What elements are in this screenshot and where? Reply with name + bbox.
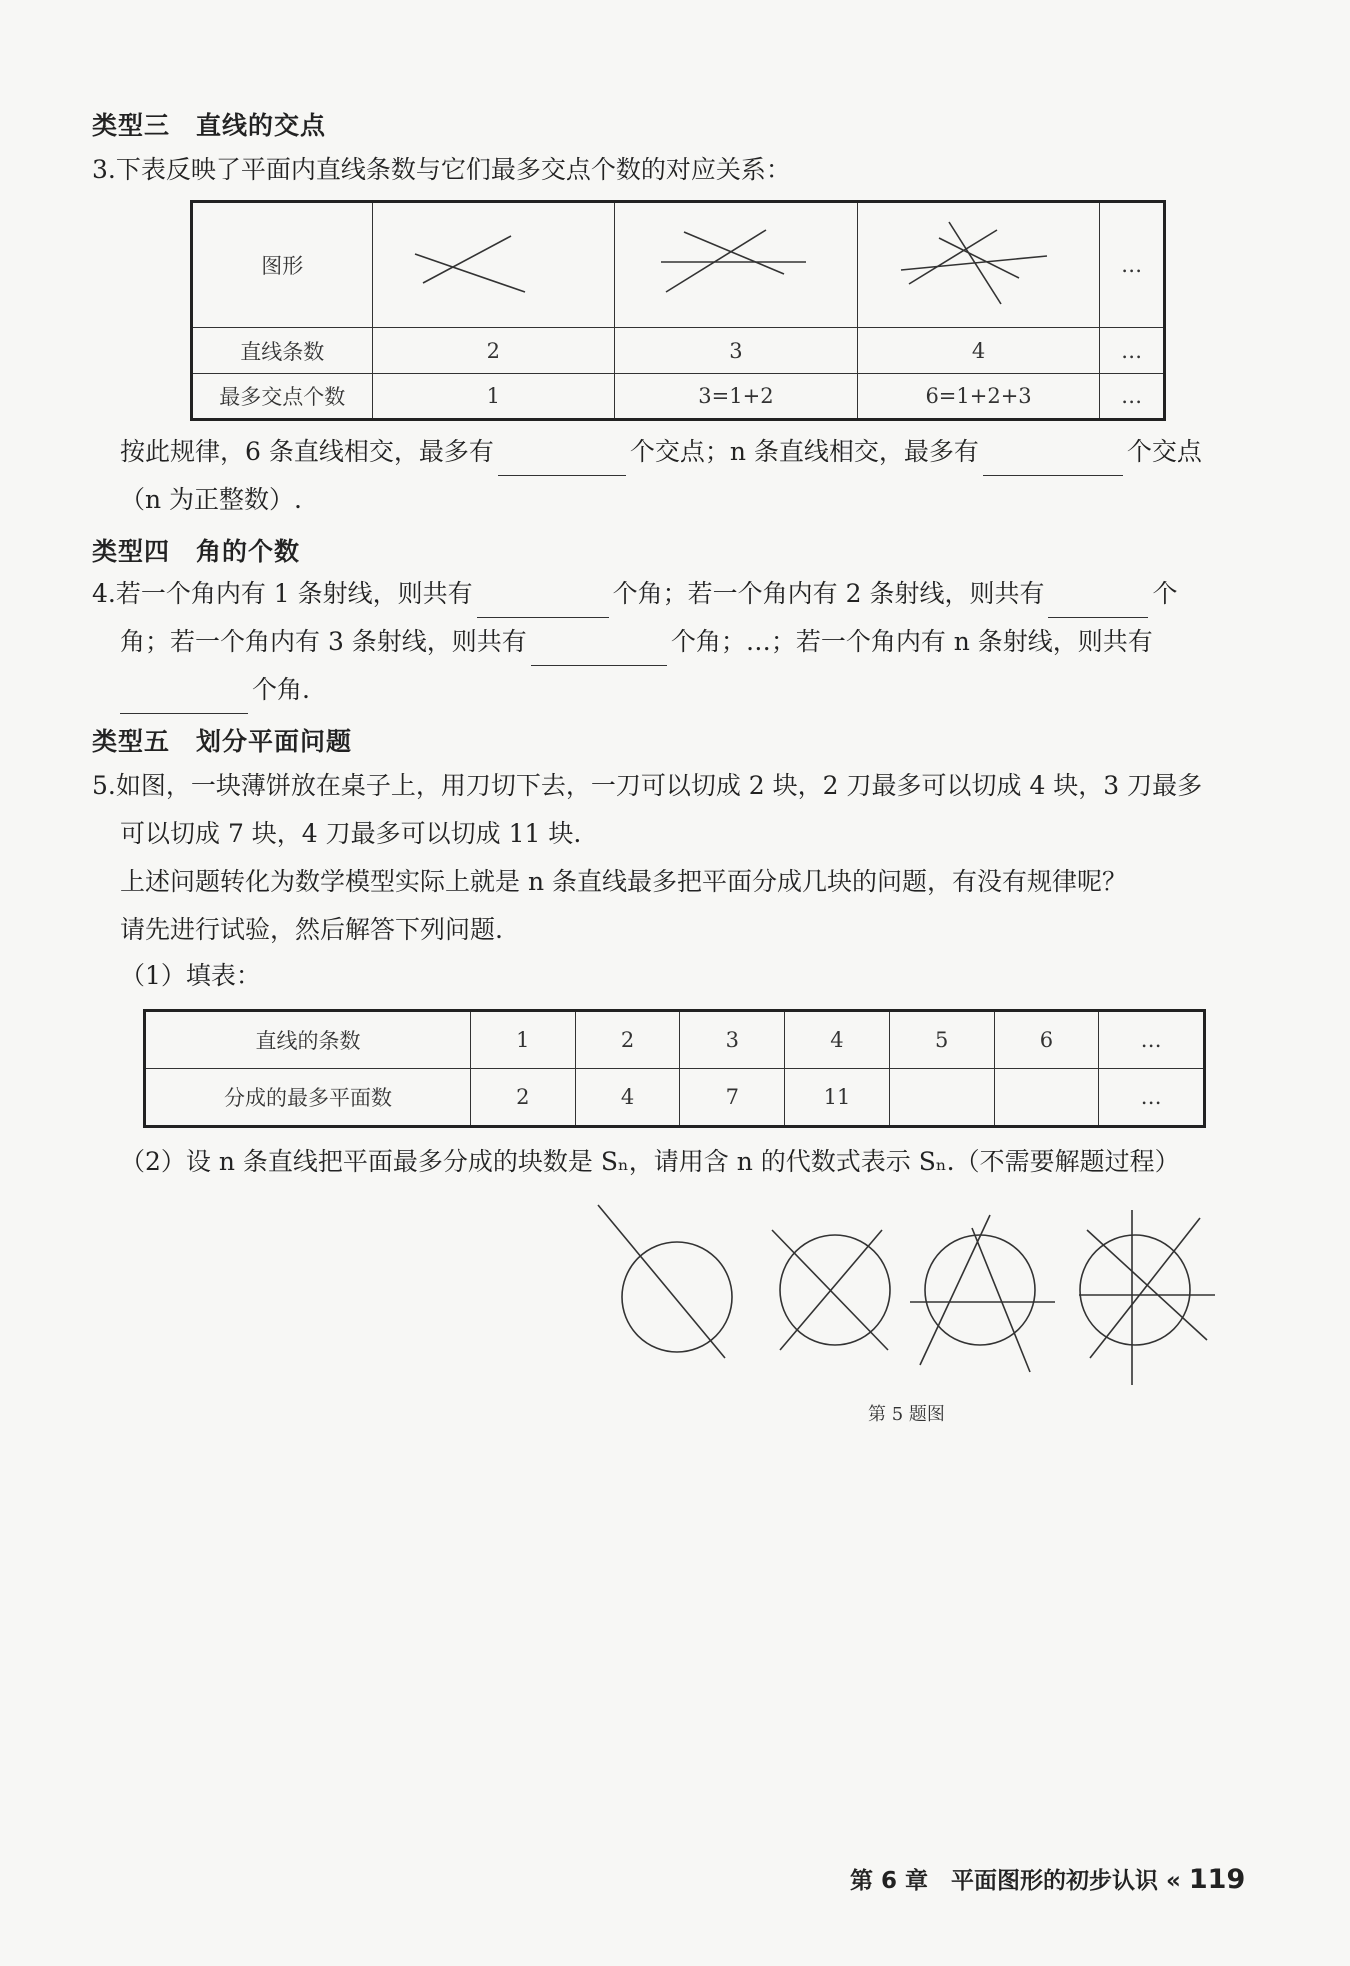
pancake-two-cuts xyxy=(772,1230,890,1350)
figure-3-lines xyxy=(615,202,858,328)
sub-question-2: （2）设 n 条直线把平面最多分成的块数是 Sₙ，请用含 n 的代数式表示 Sₙ.（不需要解题过程） xyxy=(120,1147,1180,1176)
region-count-cell: 11 xyxy=(785,1069,890,1127)
question-4-line-1 xyxy=(92,570,1242,618)
line-count-cell: 4 xyxy=(785,1011,890,1069)
question-5-line-4: 请先进行试验，然后解答下列问题. xyxy=(120,915,503,944)
plane-division-table xyxy=(143,1009,1206,1128)
line-count-cell: 6 xyxy=(994,1011,1099,1069)
line-count-cell: … xyxy=(1099,1011,1205,1069)
rule-line-2: （n 为正整数）. xyxy=(120,485,302,514)
q4-text-e: 个角；…；若一个角内有 n 条射线，则共有 xyxy=(670,627,1153,656)
question-4-line-2 xyxy=(120,618,1270,666)
ellipsis-cell: … xyxy=(1100,202,1165,328)
lines-cell: 2 xyxy=(372,328,615,374)
line-count-cell: 3 xyxy=(680,1011,785,1069)
question-4-line-3 xyxy=(120,666,1270,714)
region-answer-cell[interactable] xyxy=(994,1069,1099,1127)
row-label-lines: 直线条数 xyxy=(192,328,373,374)
region-answer-cell[interactable] xyxy=(889,1069,994,1127)
region-count-cell: … xyxy=(1099,1069,1205,1127)
row-label-points: 最多交点个数 xyxy=(192,374,373,420)
answer-blank[interactable] xyxy=(1048,587,1148,618)
row-label-line-count: 直线的条数 xyxy=(145,1011,471,1069)
answer-blank[interactable] xyxy=(120,683,248,714)
lines-cell: … xyxy=(1100,328,1165,374)
page-footer xyxy=(850,1862,1245,1895)
q4-text-f: 个角. xyxy=(252,675,310,704)
q4-text-a: 4.若一个角内有 1 条射线，则共有 xyxy=(92,579,473,608)
question-5-line-2: 可以切成 7 块，4 刀最多可以切成 11 块. xyxy=(120,819,582,848)
section-heading-4: 类型四 角的个数 xyxy=(92,537,301,566)
chapter-title: 第 6 章 平面图形的初步认识 « xyxy=(850,1868,1181,1894)
q4-text-c: 个 xyxy=(1152,579,1178,608)
points-cell: 6=1+2+3 xyxy=(857,374,1100,420)
pancake-cut-figures xyxy=(590,1200,1250,1390)
answer-blank[interactable] xyxy=(531,635,667,666)
region-count-cell: 4 xyxy=(575,1069,680,1127)
region-count-cell: 7 xyxy=(680,1069,785,1127)
rule-line-1 xyxy=(120,428,1270,476)
answer-blank[interactable] xyxy=(983,445,1123,476)
figure-4-lines xyxy=(857,202,1100,328)
section-heading-3: 类型三 直线的交点 xyxy=(92,111,327,140)
points-cell: 3=1+2 xyxy=(615,374,858,420)
lines-cell: 3 xyxy=(615,328,858,374)
row-label-figure: 图形 xyxy=(192,202,373,328)
lines-cell: 4 xyxy=(857,328,1100,374)
rule-text-c: 个交点 xyxy=(1126,437,1202,466)
figure-caption: 第 5 题图 xyxy=(868,1404,945,1425)
q4-text-d: 角；若一个角内有 3 条射线，则共有 xyxy=(120,627,527,656)
question-3-text: 3.下表反映了平面内直线条数与它们最多交点个数的对应关系： xyxy=(92,155,791,184)
figure-2-lines xyxy=(372,202,615,328)
points-cell: … xyxy=(1100,374,1165,420)
row-label-max-regions: 分成的最多平面数 xyxy=(145,1069,471,1127)
pancake-one-cut xyxy=(598,1205,732,1358)
line-count-cell: 1 xyxy=(471,1011,576,1069)
region-count-cell: 2 xyxy=(471,1069,576,1127)
rule-text-b: 个交点；n 条直线相交，最多有 xyxy=(629,437,979,466)
pancake-four-cuts xyxy=(1079,1210,1215,1385)
sub-question-1: （1）填表： xyxy=(120,961,261,990)
answer-blank[interactable] xyxy=(477,587,609,618)
rule-text-a: 按此规律，6 条直线相交，最多有 xyxy=(120,437,494,466)
answer-blank[interactable] xyxy=(498,445,626,476)
section-heading-5: 类型五 划分平面问题 xyxy=(92,727,353,756)
intersection-table xyxy=(190,200,1166,421)
line-count-cell: 5 xyxy=(889,1011,994,1069)
page-number: 119 xyxy=(1188,1864,1246,1895)
points-cell: 1 xyxy=(372,374,615,420)
line-count-cell: 2 xyxy=(575,1011,680,1069)
question-5-line-3: 上述问题转化为数学模型实际上就是 n 条直线最多把平面分成几块的问题，有没有规律呢？ xyxy=(120,867,1127,896)
question-5-line-1: 5.如图，一块薄饼放在桌子上，用刀切下去，一刀可以切成 2 块，2 刀最多可以切成 4 块，3 刀最多 xyxy=(92,771,1203,800)
q4-text-b: 个角；若一个角内有 2 条射线，则共有 xyxy=(612,579,1045,608)
pancake-three-cuts xyxy=(910,1215,1055,1372)
